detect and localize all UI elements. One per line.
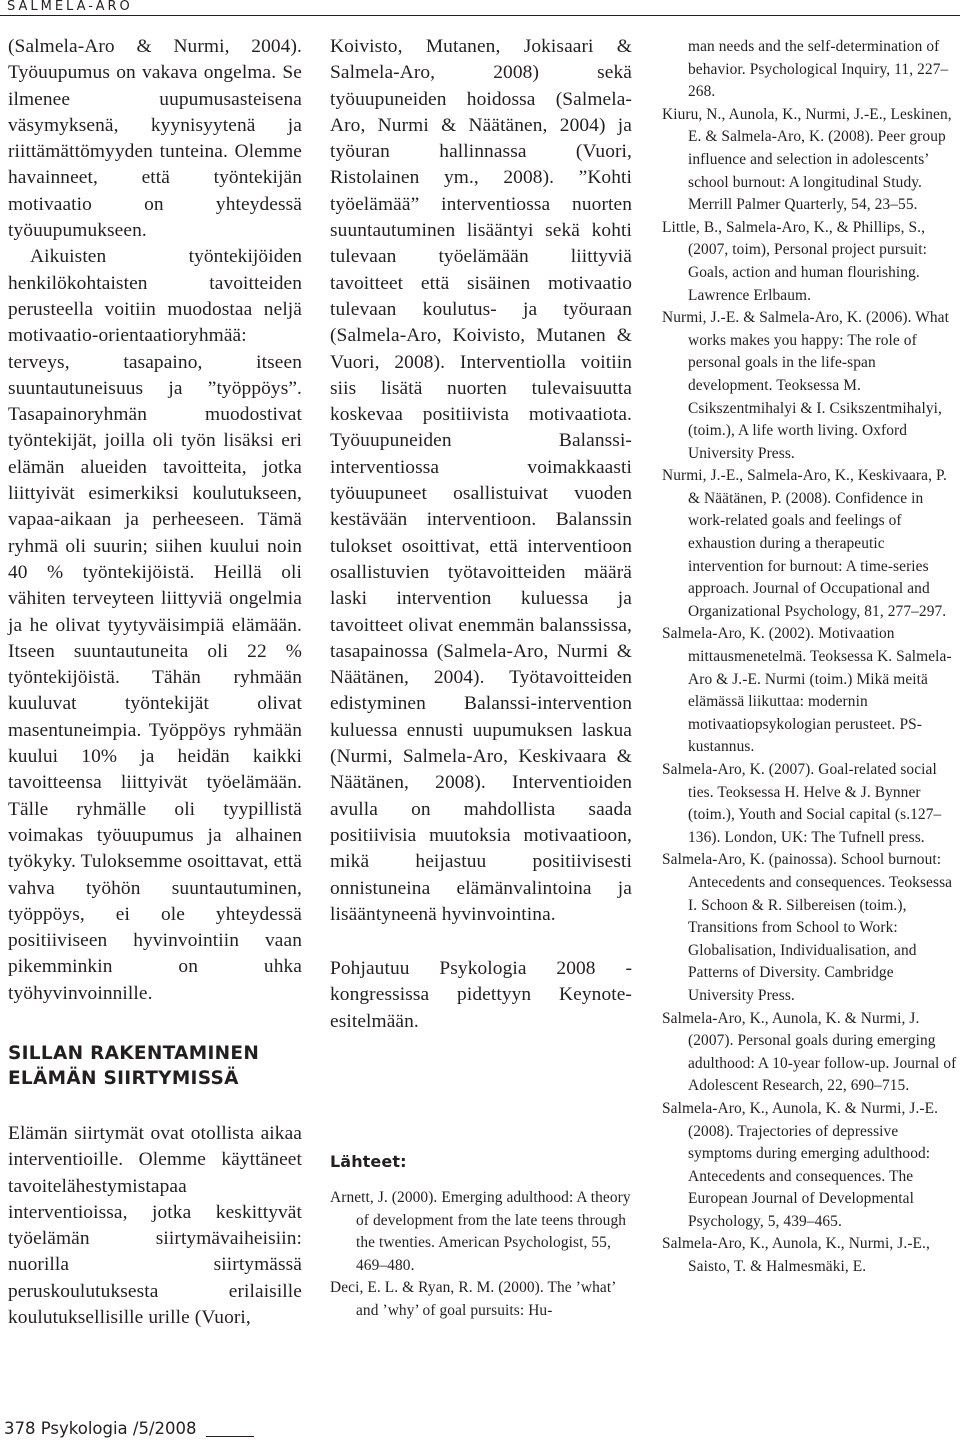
references-heading: Lähteet:: [330, 1151, 407, 1171]
running-head: SALMELA-ARO: [7, 0, 133, 14]
reference-item: Kiuru, N., Aunola, K., Nurmi, J.-E., Leskinen, E. & Salmela-Aro, K. (2008). Peer group influence and selection in adolescents’ school burnout: A longitudinal Study. Merrill Palmer Quarterly, 54, 23–55.: [662, 105, 952, 214]
footer-rule: [206, 1436, 254, 1437]
body-paragraph: (Salmela-Aro & Nurmi, 2004). Työuupumus on vakava ongelma. Se ilmenee uupumusasteisena väsymyksenä, kyynisyytenä ja riittämättömyyden tunteina. Olemme havainneet, että työntekijän motivaatio on yhteydessä työuupumukseen.: [8, 36, 302, 242]
reference-item: Salmela-Aro, K., Aunola, K., Nurmi, J.-E., Saisto, T. & Halmesmäki, E.: [662, 1235, 930, 1276]
column-1: [8, 34, 302, 1331]
reference-item: Nurmi, J.-E. & Salmela-Aro, K. (2006). What works makes you happy: The role of personal goals in the life-span development. Teoksessa M. Csikszentmihalyi & I. Csikszentmihalyi, (toim.), A life worth living. Oxford University Press.: [662, 309, 949, 462]
section-heading-line: SILLAN RAKENTAMINEN: [8, 1042, 260, 1064]
body-paragraph: Aikuisten työntekijöiden henkilökohtaisten tavoitteiden perusteella voitiin muodostaa neljä motivaatio-orientaatioryhmää: terveys, tasapaino, itseen suuntautuneisuus ja ”työppöys”. Tasapainoryhmän muodostivat työntekijät, joilla oli työn lisäksi eri elämän alueiden tavoitteita, jotka liittyivät esimerkiksi koulutukseen, vapaa-aikaan ja perheeseen. Tämä ryhmä oli suurin; siihen kuului noin 40 % työntekijöistä. Heillä oli vähiten terveyteen liittyviä ongelmia ja he olivat tyytyväisimpiä elämään. Itseen suuntautuneita oli 22 % työntekijöistä. Tähän ryhmään kuuluvat työntekijät olivat masentuneimpia. Työppöys ryhmään kuului 10% ja heidän kaikki tavoitteensa liittyivät työelämään. Tälle ryhmälle oli tyypillistä voimakas työuupumus ja alhainen työkyky. Tuloksemme osoittavat, että vahva työhön suuntautuminen, työppöys, ei ole yhteydessä positiiviseen hyvinvointiin vaan pikemminkin on uhka työhyvinvoinnille.: [8, 246, 302, 1004]
section-heading-line: ELÄMÄN SIIRTYMISSÄ: [8, 1067, 239, 1089]
reference-item: Salmela-Aro, K. (2007). Goal-related social ties. Teoksessa H. Helve & J. Bynner (toim.), Youth and Social capital (s.127–136). London, UK: The Tufnell press.: [662, 761, 942, 846]
reference-list: [662, 36, 958, 1279]
source-note: Pohjautuu Psykologia 2008 -kongressissa pidettyyn Keynote-esitelmään.: [330, 958, 632, 1032]
reference-item: Salmela-Aro, K., Aunola, K. & Nurmi, J.-E. (2008). Trajectories of depressive symptoms during emerging adulthood: Antecedents and consequences. The European Journal of Developmental Psychology, 5, 439–465.: [662, 1099, 939, 1230]
reference-list: [330, 1187, 632, 1323]
body-paragraph: Elämän siirtymät ovat otollista aikaa interventioille. Olemme käyttäneet tavoitelähestymistapaa interventioissa, jotka keskittyvät työelämän siirtymävaiheisiin: nuorilla siirtymässä peruskoulutuksesta erilaisille koulutuksellisille urille (Vuori,: [8, 1122, 302, 1329]
body-paragraph: Koivisto, Mutanen, Jokisaari & Salmela-Aro, 2008) sekä työuupuneiden hoidossa (Salmela-Aro, Nurmi & Näätänen, 2004) ja työuran hallinnassa (Vuori, Ristolainen ym., 2008). ”Kohti työelämää” interventiossa nuorten suuntautuminen lisääntyi sekä kohti tulevaan työelämään liittyviä tavoitteet että sisäinen motivaatio tulevaan koulutus- ja työuraan (Salmela-Aro, Koivisto, Mutanen & Vuori, 2008). Interventiolla voitiin siis lisätä nuorten tulevaisuutta koskevaa positiivista motivaatiota. Työuupuneiden Balanssi-interventiossa voimakkaasti työuupuneet osallistuivat vuoden kestävään interventioon. Balanssin tulokset osoittivat, että interventioon osallistuvien työtavoitteiden määrä laski intervention kuluessa ja tavoitteet olivat enemmän balanssissa, tasapainossa (Salmela-Aro, Nurmi & Näätänen, 2004). Työtavoitteiden edistyminen Balanssi-intervention kuluessa ennusti uupumuksen laskua (Nurmi, Salmela-Aro, Keskivaara & Näätänen, 2008). Interventioiden avulla on mahdollista saada positiivisia muutoksia motivaatioon, mikä heijastuu positiivisesti onnistuneina elämänvalintoina ja lisääntyneenä hyvinvointina.: [330, 36, 632, 925]
reference-item: Nurmi, J.-E., Salmela-Aro, K., Keskivaara, P. & Näätänen, P. (2008). Confidence in work-related goals and feelings of exhaustion during a therapeutic intervention for burnout: A time-series approach. Journal of Occupational and Organizational Psychology, 81, 277–297.: [662, 467, 947, 620]
reference-item: Arnett, J. (2000). Emerging adulthood: A theory of development from the late teens through the twenties. American Psychologist, 55, 469–480.: [330, 1188, 631, 1274]
column-2: [330, 34, 632, 1323]
reference-item: Little, B., Salmela-Aro, K., & Phillips, S., (2007, toim), Personal project pursuit: Goals, action and human flourishing. Lawrence Erlbaum.: [662, 218, 927, 304]
section-heading: [8, 1041, 302, 1091]
reference-continuation: man needs and the self-determination of behavior. Psychological Inquiry, 11, 227–268.: [688, 38, 949, 101]
column-3: [662, 36, 958, 1279]
reference-item: Deci, E. L. & Ryan, R. M. (2000). The ’what’ and ’why’ of goal pursuits: Hu-: [330, 1279, 616, 1319]
page-footer: 378 Psykologia /5/2008: [4, 1419, 197, 1438]
reference-item: Salmela-Aro, K. (2002). Motivaation mittausmenetelmä. Teoksessa K. Salmela-Aro & J.-E. Nurmi (toim.) Mikä meitä elämässä liikuttaa: modernin motivaatiopsykologian perusteet. PS-kustannus.: [662, 625, 952, 756]
header-rule: [0, 15, 960, 16]
reference-item: Salmela-Aro, K., Aunola, K. & Nurmi, J. (2007). Personal goals during emerging adulthood: A 10-year follow-up. Journal of Adolescent Research, 22, 690–715.: [662, 1009, 957, 1095]
reference-item: Salmela-Aro, K. (painossa). School burnout: Antecedents and consequences. Teoksessa I. Schoon & R. Silbereisen (toim.), Transitions from School to Work: Globalisation, Individualisation, and Patterns of Diversity. Cambridge University Press.: [662, 851, 953, 1004]
